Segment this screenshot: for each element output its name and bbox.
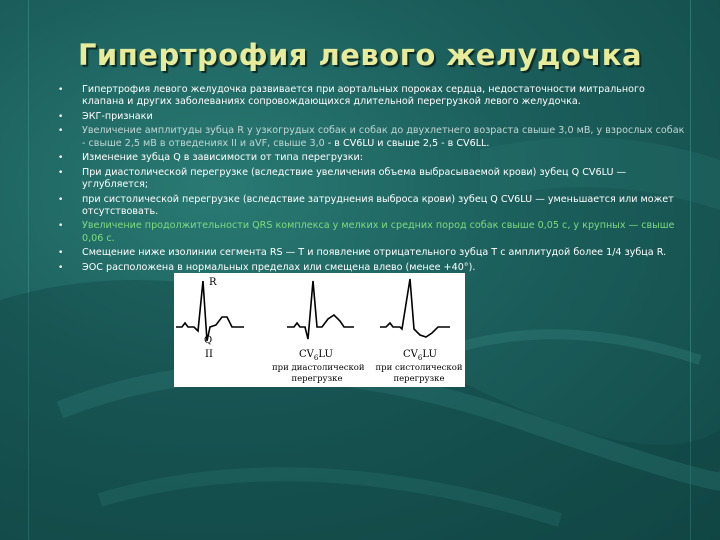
bullet-text: При диастолической перегрузке (вследствие увеличения объема выбрасываемой крови) зубец Q CV6LU — углубляется; (82, 166, 627, 190)
label-q: Q (204, 335, 213, 346)
bullet-item (58, 111, 688, 123)
bullet-dot: • (58, 111, 64, 122)
bullet-dot: • (58, 167, 64, 178)
bullet-text: Гипертрофия левого желудочка развивается при аортальных пороках сердца, недостаточности митрального клапана и других заболеваниях сопровождающихся длительной перегрузкой левого желудочка. (82, 84, 645, 108)
bullet-item (58, 194, 688, 218)
label-cv-1: $CV_6LU$ (299, 349, 333, 362)
label-cv-2: $CV_6LU$ (403, 349, 437, 362)
ecg-figure (174, 273, 465, 387)
bullet-dot: • (58, 262, 64, 273)
bullet-list (58, 84, 688, 276)
bullet-text: Смещение ниже изолинии сегмента RS — Т и появление отрицательного зубца Т с амплитудой более 1/4 зубца R. (82, 247, 667, 259)
slide-title: Гипертрофия левого желудочка (77, 38, 643, 72)
label-r: R (209, 277, 217, 288)
bullet-text: - в CV6LU и свыше 2,5 - в CV6LL. (327, 137, 490, 149)
bullet-text: ЭОС расположена в нормальных пределах или смещена влево (менее +40°). (82, 261, 476, 273)
bullet-dot: • (58, 221, 64, 232)
bullet-text: Изменение зубца Q в зависимости от типа перегрузки: (82, 152, 364, 164)
caption-systolic-2: перегрузке (393, 374, 445, 384)
caption-systolic-1: при систолической (375, 363, 463, 373)
bullet-item (58, 152, 688, 164)
ecg-trace-diastolic (287, 281, 354, 339)
bullet-dot: • (58, 126, 64, 137)
bullet-item (58, 167, 688, 191)
bullet-text: при систолической перегрузке (вследствие затруднения выброса крови) зубец Q CV6LU — уменьшается или может отсутствовать. (82, 193, 674, 217)
bullet-dot: • (58, 153, 64, 164)
bullet-text: ЭКГ-признаки (82, 110, 153, 122)
bullet-item (58, 220, 688, 244)
bullet-text: Увеличение продолжительности QRS комплекса у мелких и средних пород собак свыше 0,05 с, у крупных — свыше 0,06 с. (82, 220, 675, 244)
label-lead-ii: II (205, 349, 213, 360)
bullet-item (58, 247, 688, 259)
bullet-dot: • (58, 248, 64, 259)
caption-diastolic-1: при диастолической (272, 363, 365, 373)
ecg-trace-lead-ii (176, 281, 244, 341)
bullet-item (58, 84, 688, 108)
caption-diastolic-2: перегрузке (291, 374, 343, 384)
bullet-dot: • (58, 85, 64, 95)
ecg-trace-systolic (380, 279, 450, 337)
bullet-dot: • (58, 194, 64, 205)
bullet-text: Увеличение амплитуды зубца R у узкогрудых собак и собак до двухлетнего возраста свыше 3,0 мВ, у взрослых собак - свыше 2,5 мВ в отведениях II и aVF, свыше 3,0 (82, 125, 685, 149)
bullet-item (58, 125, 688, 149)
